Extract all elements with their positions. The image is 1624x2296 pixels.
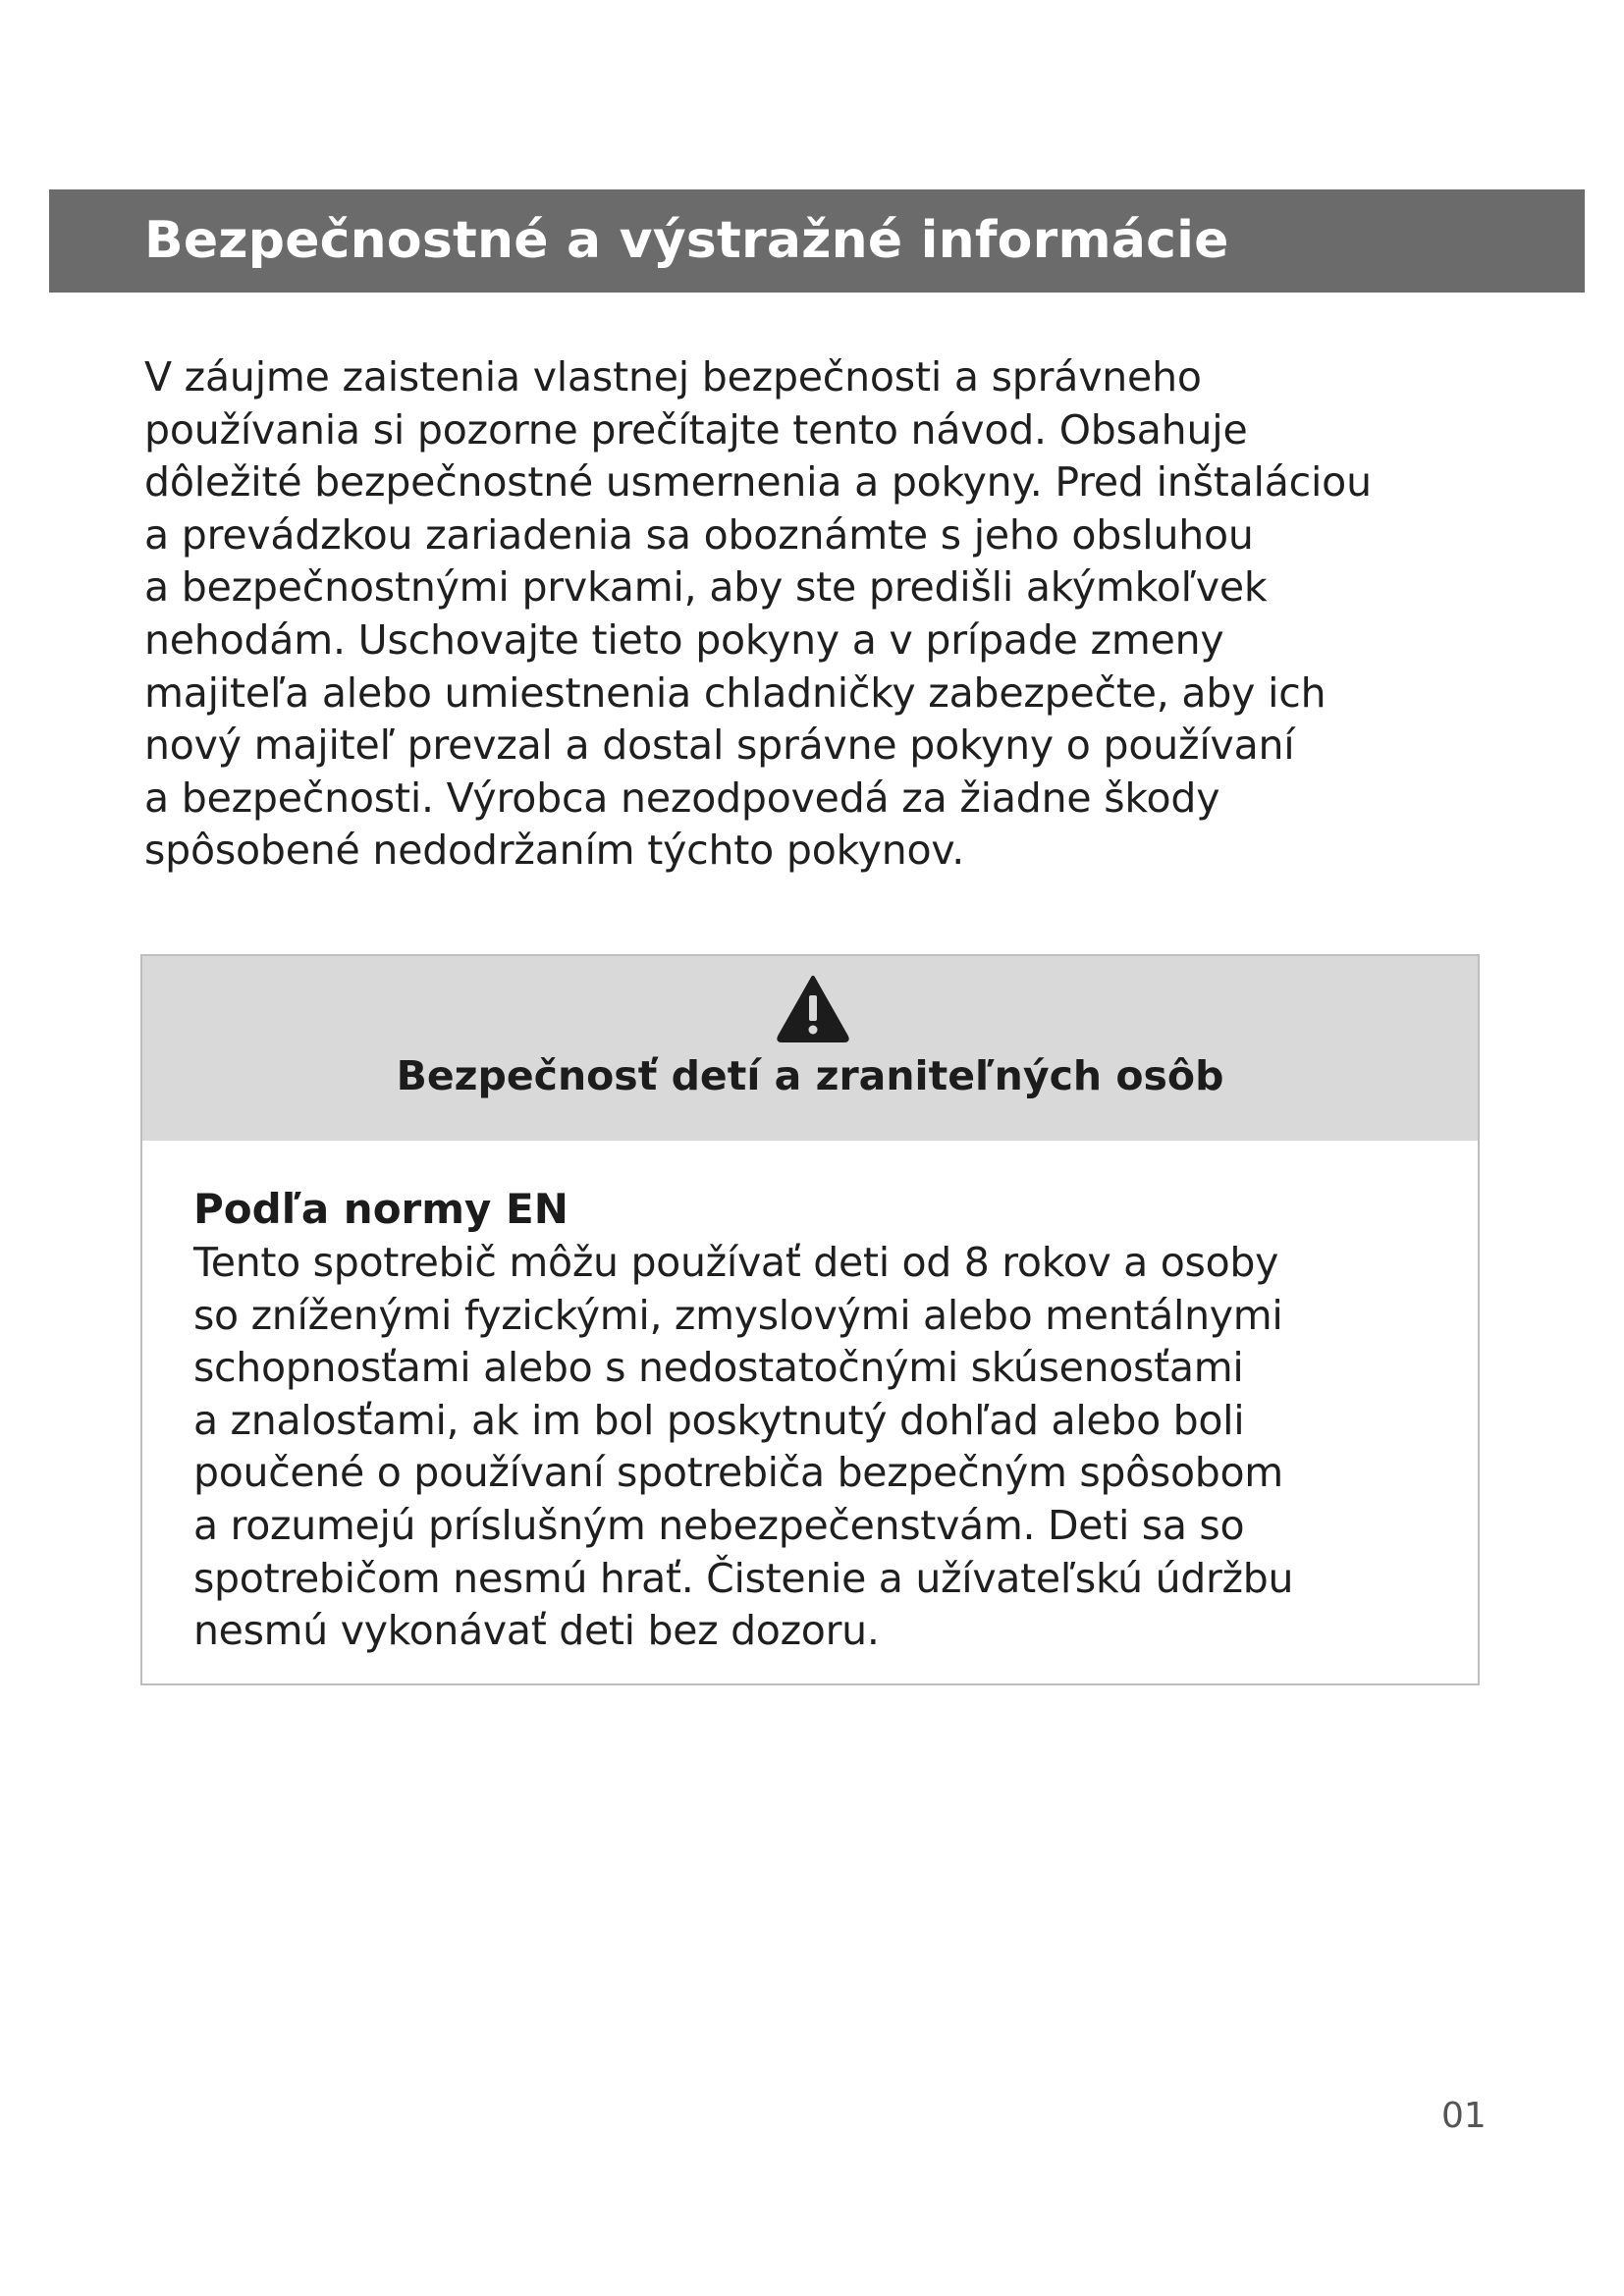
warning-subtitle: Podľa normy EN — [193, 1185, 568, 1233]
section-title: Bezpečnostné a výstražné informácie — [144, 211, 1229, 270]
warning-header — [142, 956, 1478, 1141]
warning-text: Tento spotrebič môžu používať deti od 8 rokov a osoby so zníženými fyzickými, zmyslovými alebo mentálnymi schopnosťami alebo s nedostatočnými skúsenosťami a znalosťami, ak im bol poskytnutý dohľad alebo boli poučené o používaní spotrebiča bezpečným spôsobom a rozumejú príslušným nebezpečenstvám. Deti sa so spotrebičom nesmú hrať. Čistenie a užívateľskú údržbu nesmú vykonávať deti bez dozoru. — [193, 1239, 1294, 1655]
section-title-bar — [49, 189, 1585, 293]
page-number: 01 — [1441, 2096, 1487, 2136]
intro-paragraph: V záujme zaistenia vlastnej bezpečnosti a správneho používania si pozorne prečítajte tento návod. Obsahuje dôležité bezpečnostné usmernenia a pokyny. Pred inštaláciou a prevádzkou zariadenia sa oboznámte s jeho obsluhou a bezpečnostnými prvkami, aby ste predišli akýmkoľvek nehodám. Uschovajte tieto pokyny a v prípade zmeny majiteľa alebo umiestnenia chladničky zabezpečte, aby ich nový majiteľ prevzal a dostal správne pokyny o používaní a bezpečnosti. Výrobca nezodpovedá za žiadne škody spôsobené nedodržaním týchto pokynov. — [144, 353, 1372, 875]
warning-box — [140, 954, 1480, 1685]
warning-title: Bezpečnosť detí a zraniteľných osôb — [396, 1052, 1224, 1099]
warning-triangle-icon — [776, 974, 850, 1042]
warning-body — [193, 1182, 1460, 1658]
